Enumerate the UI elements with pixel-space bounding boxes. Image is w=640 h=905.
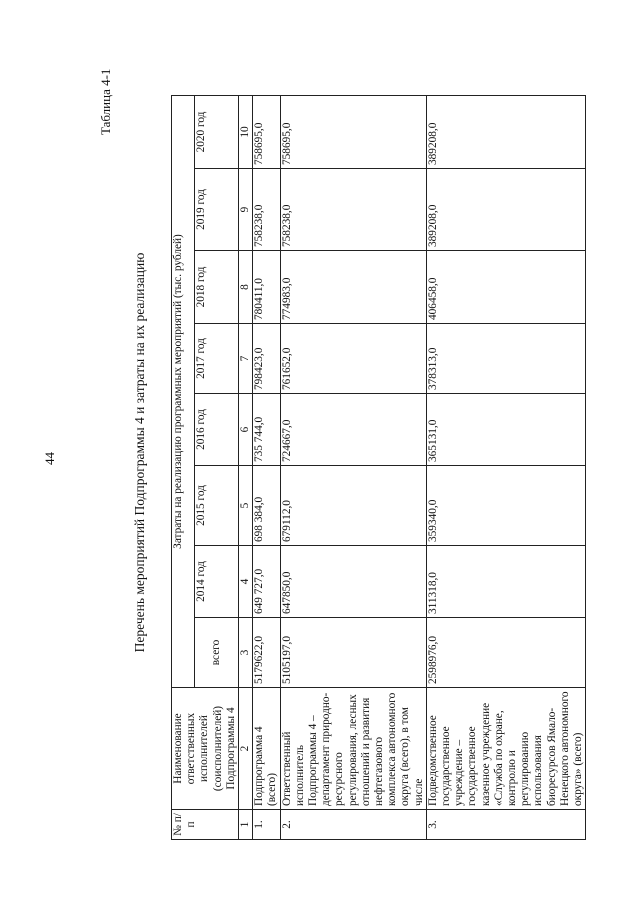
row-value: 758238,0	[280, 169, 426, 251]
row-value: 758238,0	[253, 169, 280, 251]
row-value: 758695,0	[253, 96, 280, 169]
column-number: 6	[239, 394, 253, 466]
column-number: 10	[239, 96, 253, 169]
column-number: 2	[239, 688, 253, 810]
table-row	[426, 96, 585, 840]
row-name: Ответственный исполнитель Подпрограммы 4 – департамент природно-ресурсного регулирования, лесных отношений и развития нефтегазового комплекса автономного округа (всего), в том числе	[280, 688, 426, 810]
row-name: Подпрограмма 4 (всего)	[253, 688, 280, 810]
header-year: 2016 год	[194, 394, 238, 466]
row-name: Подведомственное государственное учреждение – государственное казенное учреждение «Служба по охране, контролю и регулированию использования биоресурсов Ямало-Ненецкого автономного округа» (всего)	[426, 688, 585, 810]
row-value: 2598976,0	[426, 618, 585, 688]
row-value: 647850,0	[280, 546, 426, 618]
row-no: 3.	[426, 810, 585, 840]
row-value: 758695,0	[280, 96, 426, 169]
header-total: всего	[194, 618, 238, 688]
header-year: 2017 год	[194, 324, 238, 394]
header-year: 2020 год	[194, 96, 238, 169]
row-value: 359340,0	[426, 466, 585, 546]
row-value: 378313,0	[426, 324, 585, 394]
row-value: 735 744,0	[253, 394, 280, 466]
table-row	[253, 96, 280, 840]
costs-table	[171, 95, 586, 840]
row-value: 311318,0	[426, 546, 585, 618]
row-value: 406458,0	[426, 251, 585, 324]
row-value: 780411,0	[253, 251, 280, 324]
row-value: 679112,0	[280, 466, 426, 546]
header-year: 2019 год	[194, 169, 238, 251]
header-year: 2018 год	[194, 251, 238, 324]
row-no: 2.	[280, 810, 426, 840]
row-value: 724667,0	[280, 394, 426, 466]
row-value: 389208,0	[426, 169, 585, 251]
header-year: 2015 год	[194, 466, 238, 546]
column-number: 1	[239, 810, 253, 840]
column-number: 3	[239, 618, 253, 688]
column-number: 9	[239, 169, 253, 251]
row-value: 365131,0	[426, 394, 585, 466]
document-heading: Перечень мероприятий Подпрограммы 4 и затраты на их реализацию	[132, 252, 147, 653]
column-number: 8	[239, 251, 253, 324]
row-value: 698 384,0	[253, 466, 280, 546]
table-row	[280, 96, 426, 840]
row-value: 389208,0	[426, 96, 585, 169]
row-value: 649 727,0	[253, 546, 280, 618]
header-year: 2014 год	[194, 546, 238, 618]
column-number: 5	[239, 466, 253, 546]
header-no: № п/п	[172, 810, 239, 840]
header-costs: Затраты на реализацию программных мероприятий (тыс. рублей)	[172, 96, 195, 688]
table-tag: Таблица 4-1	[98, 68, 113, 135]
row-value: 774983,0	[280, 251, 426, 324]
column-number: 7	[239, 324, 253, 394]
row-value: 761652,0	[280, 324, 426, 394]
column-number: 4	[239, 546, 253, 618]
row-value: 798423,0	[253, 324, 280, 394]
page-number: 44	[42, 452, 57, 465]
header-name: Наименование ответственных исполнителей (соисполнителей) Подпрограммы 4	[172, 688, 239, 810]
row-value: 5179622,0	[253, 618, 280, 688]
row-no: 1.	[253, 810, 280, 840]
row-value: 5105197,0	[280, 618, 426, 688]
column-number-row	[239, 96, 253, 840]
